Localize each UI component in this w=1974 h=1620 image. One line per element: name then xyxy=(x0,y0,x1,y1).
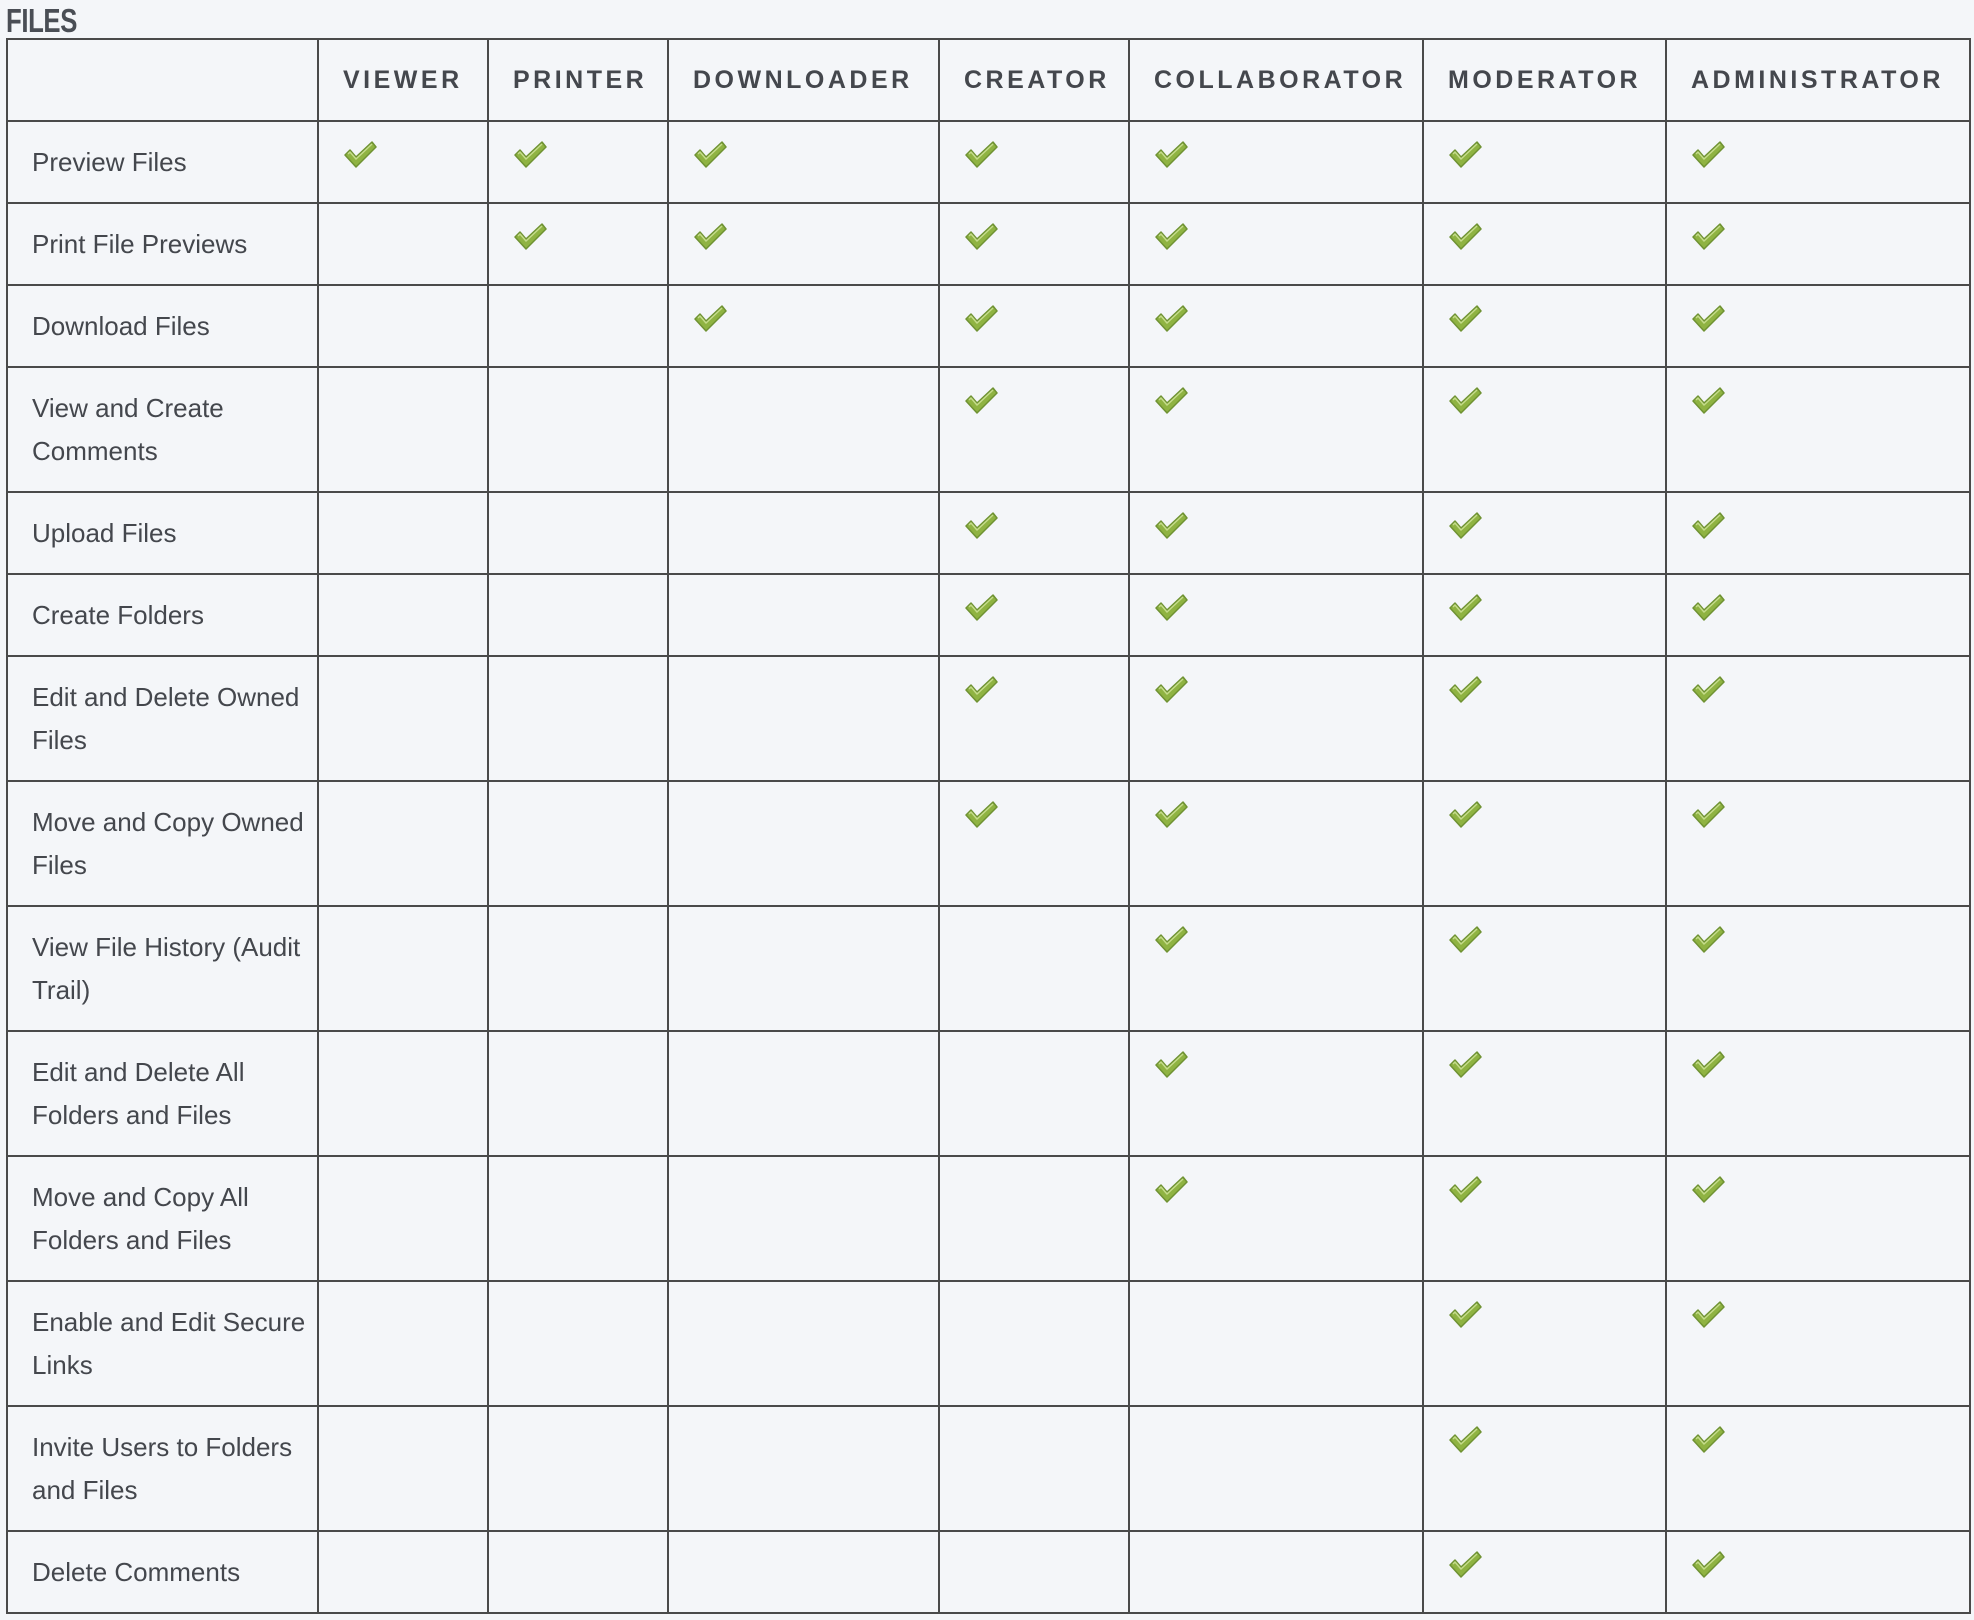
permission-cell xyxy=(1666,285,1970,367)
checkmark-icon xyxy=(1154,386,1188,416)
table-row xyxy=(7,492,1970,574)
permission-cell xyxy=(668,1156,939,1281)
permission-cell xyxy=(318,656,488,781)
section-title: FILES xyxy=(6,2,77,39)
permission-cell xyxy=(488,1031,668,1156)
permission-cell xyxy=(1423,906,1666,1031)
permission-cell xyxy=(939,492,1129,574)
permission-cell xyxy=(1129,1406,1423,1531)
checkmark-icon xyxy=(1691,304,1725,334)
checkmark-icon xyxy=(1448,675,1482,705)
permission-cell xyxy=(318,781,488,906)
permission-cell xyxy=(1423,1031,1666,1156)
permission-cell xyxy=(668,285,939,367)
permission-cell xyxy=(488,121,668,203)
checkmark-icon xyxy=(1154,140,1188,170)
permission-cell xyxy=(488,781,668,906)
checkmark-icon xyxy=(1691,222,1725,252)
permission-cell xyxy=(1666,781,1970,906)
header-row xyxy=(7,39,1970,121)
checkmark-icon xyxy=(693,304,727,334)
permission-cell xyxy=(488,203,668,285)
permission-cell xyxy=(1666,121,1970,203)
checkmark-icon xyxy=(964,593,998,623)
checkmark-icon xyxy=(964,304,998,334)
role-header: COLLABORATOR xyxy=(1129,39,1423,121)
permissions-body xyxy=(7,121,1970,1613)
checkmark-icon xyxy=(1154,222,1188,252)
permission-cell xyxy=(939,574,1129,656)
permissions-table xyxy=(6,38,1971,1614)
permission-cell xyxy=(668,906,939,1031)
checkmark-icon xyxy=(1154,304,1188,334)
permission-cell xyxy=(318,492,488,574)
permission-cell xyxy=(668,121,939,203)
checkmark-icon xyxy=(693,222,727,252)
checkmark-icon xyxy=(1691,593,1725,623)
permission-label: Move and Copy Owned Files xyxy=(7,781,318,906)
permission-cell xyxy=(488,1281,668,1406)
permission-cell xyxy=(318,1281,488,1406)
permission-cell xyxy=(668,656,939,781)
checkmark-icon xyxy=(1154,925,1188,955)
permission-cell xyxy=(318,906,488,1031)
permission-label: View File History (Audit Trail) xyxy=(7,906,318,1031)
checkmark-icon xyxy=(1448,511,1482,541)
permission-label: Download Files xyxy=(7,285,318,367)
permission-cell xyxy=(318,203,488,285)
permission-cell xyxy=(1666,367,1970,492)
permission-cell xyxy=(668,367,939,492)
permission-cell xyxy=(1129,656,1423,781)
checkmark-icon xyxy=(1154,1050,1188,1080)
permission-cell xyxy=(668,781,939,906)
table-row xyxy=(7,781,1970,906)
permission-label: Invite Users to Folders and Files xyxy=(7,1406,318,1531)
checkmark-icon xyxy=(964,800,998,830)
permission-label: Delete Comments xyxy=(7,1531,318,1613)
permission-cell xyxy=(668,574,939,656)
permission-cell xyxy=(1666,1281,1970,1406)
permission-cell xyxy=(1423,492,1666,574)
permission-cell xyxy=(488,656,668,781)
checkmark-icon xyxy=(1691,386,1725,416)
table-row xyxy=(7,367,1970,492)
permission-cell xyxy=(318,285,488,367)
permission-cell xyxy=(318,121,488,203)
permission-cell xyxy=(1423,574,1666,656)
permission-cell xyxy=(1129,906,1423,1031)
checkmark-icon xyxy=(1691,140,1725,170)
permission-label: Print File Previews xyxy=(7,203,318,285)
checkmark-icon xyxy=(1448,800,1482,830)
permission-cell xyxy=(1129,285,1423,367)
permission-cell xyxy=(1423,656,1666,781)
permission-cell xyxy=(939,367,1129,492)
permission-cell xyxy=(1666,656,1970,781)
permission-cell xyxy=(1423,781,1666,906)
table-row xyxy=(7,1406,1970,1531)
permission-cell xyxy=(1423,285,1666,367)
checkmark-icon xyxy=(1691,925,1725,955)
checkmark-icon xyxy=(1154,511,1188,541)
checkmark-icon xyxy=(1691,800,1725,830)
checkmark-icon xyxy=(964,511,998,541)
checkmark-icon xyxy=(693,140,727,170)
permission-cell xyxy=(668,1531,939,1613)
permission-cell xyxy=(488,492,668,574)
checkmark-icon xyxy=(1691,1300,1725,1330)
permission-cell xyxy=(1129,367,1423,492)
checkmark-icon xyxy=(1154,593,1188,623)
checkmark-icon xyxy=(1448,1425,1482,1455)
checkmark-icon xyxy=(964,386,998,416)
table-row xyxy=(7,656,1970,781)
permission-cell xyxy=(1666,906,1970,1031)
permission-cell xyxy=(939,1031,1129,1156)
checkmark-icon xyxy=(343,140,377,170)
role-header: MODERATOR xyxy=(1423,39,1666,121)
permission-label: Preview Files xyxy=(7,121,318,203)
checkmark-icon xyxy=(964,675,998,705)
checkmark-icon xyxy=(1448,386,1482,416)
permission-cell xyxy=(939,656,1129,781)
table-row xyxy=(7,1031,1970,1156)
permission-label: Enable and Edit Secure Links xyxy=(7,1281,318,1406)
permission-cell xyxy=(1129,1281,1423,1406)
permission-cell xyxy=(488,1406,668,1531)
table-row xyxy=(7,574,1970,656)
checkmark-icon xyxy=(1448,593,1482,623)
permission-cell xyxy=(1129,1031,1423,1156)
permission-cell xyxy=(668,1281,939,1406)
permission-cell xyxy=(318,1031,488,1156)
permission-cell xyxy=(939,906,1129,1031)
permission-cell xyxy=(939,203,1129,285)
permission-cell xyxy=(1423,203,1666,285)
checkmark-icon xyxy=(1691,511,1725,541)
permission-label: View and Create Comments xyxy=(7,367,318,492)
permission-cell xyxy=(318,574,488,656)
table-row xyxy=(7,121,1970,203)
checkmark-icon xyxy=(1154,675,1188,705)
permission-label: Edit and Delete Owned Files xyxy=(7,656,318,781)
permission-cell xyxy=(318,1406,488,1531)
permission-cell xyxy=(488,1531,668,1613)
role-header: CREATOR xyxy=(939,39,1129,121)
permission-cell xyxy=(1129,574,1423,656)
permission-cell xyxy=(488,367,668,492)
checkmark-icon xyxy=(1691,1050,1725,1080)
table-row xyxy=(7,285,1970,367)
checkmark-icon xyxy=(1448,1175,1482,1205)
permission-cell xyxy=(1666,574,1970,656)
permission-cell xyxy=(668,203,939,285)
table-row xyxy=(7,1531,1970,1613)
permission-cell xyxy=(1423,121,1666,203)
permission-cell xyxy=(1129,1531,1423,1613)
permission-cell xyxy=(1666,1156,1970,1281)
permission-label: Move and Copy All Folders and Files xyxy=(7,1156,318,1281)
permission-cell xyxy=(939,1281,1129,1406)
checkmark-icon xyxy=(1448,925,1482,955)
permission-cell xyxy=(1423,1531,1666,1613)
checkmark-icon xyxy=(1448,140,1482,170)
role-header: PRINTER xyxy=(488,39,668,121)
checkmark-icon xyxy=(1154,800,1188,830)
role-header: DOWNLOADER xyxy=(668,39,939,121)
checkmark-icon xyxy=(1691,1550,1725,1580)
header-corner xyxy=(7,39,318,121)
permission-cell xyxy=(939,1531,1129,1613)
permission-cell xyxy=(1423,1406,1666,1531)
permission-cell xyxy=(939,285,1129,367)
permission-label: Create Folders xyxy=(7,574,318,656)
permission-cell xyxy=(488,906,668,1031)
permission-cell xyxy=(668,1406,939,1531)
permission-label: Edit and Delete All Folders and Files xyxy=(7,1031,318,1156)
checkmark-icon xyxy=(1448,1050,1482,1080)
permission-cell xyxy=(1666,203,1970,285)
checkmark-icon xyxy=(513,140,547,170)
checkmark-icon xyxy=(1448,1550,1482,1580)
checkmark-icon xyxy=(1691,1175,1725,1205)
role-header: ADMINISTRATOR xyxy=(1666,39,1970,121)
table-row xyxy=(7,1156,1970,1281)
permission-cell xyxy=(1129,121,1423,203)
permission-cell xyxy=(1129,492,1423,574)
permission-cell xyxy=(488,574,668,656)
permission-cell xyxy=(318,367,488,492)
permission-cell xyxy=(668,1031,939,1156)
table-row xyxy=(7,906,1970,1031)
checkmark-icon xyxy=(1691,675,1725,705)
permission-cell xyxy=(1423,1281,1666,1406)
permission-cell xyxy=(1129,1156,1423,1281)
permission-label: Upload Files xyxy=(7,492,318,574)
permission-cell xyxy=(1666,1031,1970,1156)
permission-cell xyxy=(488,1156,668,1281)
permission-cell xyxy=(939,1406,1129,1531)
permission-cell xyxy=(939,781,1129,906)
checkmark-icon xyxy=(1448,1300,1482,1330)
checkmark-icon xyxy=(1154,1175,1188,1205)
permission-cell xyxy=(488,285,668,367)
permission-cell xyxy=(939,1156,1129,1281)
checkmark-icon xyxy=(964,222,998,252)
permission-cell xyxy=(1666,492,1970,574)
role-header: VIEWER xyxy=(318,39,488,121)
permission-cell xyxy=(1129,781,1423,906)
checkmark-icon xyxy=(1448,304,1482,334)
permission-cell xyxy=(1129,203,1423,285)
checkmark-icon xyxy=(964,140,998,170)
permission-cell xyxy=(1423,367,1666,492)
permission-cell xyxy=(1423,1156,1666,1281)
checkmark-icon xyxy=(513,222,547,252)
table-row xyxy=(7,1281,1970,1406)
permission-cell xyxy=(318,1156,488,1281)
permission-cell xyxy=(318,1531,488,1613)
permission-cell xyxy=(939,121,1129,203)
checkmark-icon xyxy=(1448,222,1482,252)
permission-cell xyxy=(668,492,939,574)
permission-cell xyxy=(1666,1531,1970,1613)
table-row xyxy=(7,203,1970,285)
checkmark-icon xyxy=(1691,1425,1725,1455)
permission-cell xyxy=(1666,1406,1970,1531)
